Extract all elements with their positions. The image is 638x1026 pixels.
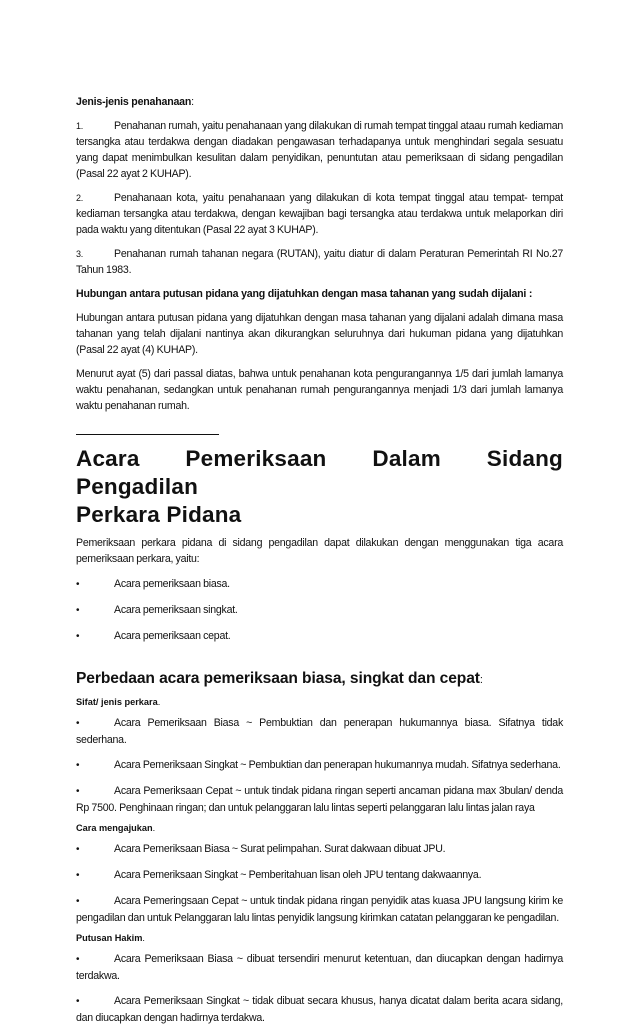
list-number: 1.	[76, 121, 84, 131]
list-item: • Acara Pemeriksaan Singkat ~ tidak dibuat secara khusus, hanya dicatat dalam berita acara sidang, dan diucapkan dengan hadirnya terdakwa.	[76, 995, 563, 1024]
list-item: 1. Penahanan rumah, yaitu penahanaan yang dilakukan di rumah tempat tinggal ataau rumah kediaman tersangka atau terdakwa dengan diadakan pengawasan terhadapanya untuk menghindari segala sesuatu yang dapat menimbulkan kesulitan dalam penyidikan, penuntutan atau pemeriksaan di sidang pengadilan (Pasal 22 ayat 2 KUHAP).	[76, 120, 564, 180]
list-item: • Acara pemeriksaan singkat.	[76, 602, 563, 619]
list-item: 2. Penahanaan kota, yaitu penahanaan yang dilakukan di kota tempat tinggal atau tempat- tempat kediaman tersangka atau terdakwa, dengan kewajiban bagi tersangka atau terdakwa untuk melaporkan diri pada waktu yang ditentukan (Pasal 22 ayat 3 KUHAP).	[76, 192, 563, 236]
list-item: • Acara Pemeriksaan Biasa ~ Pembuktian dan penerapan hukumannya biasa. Sifatnya tidak sederhana.	[76, 717, 563, 746]
bullet-icon: •	[76, 605, 80, 616]
cara-list	[76, 841, 563, 926]
section-title-hubungan: Hubungan antara putusan pidana yang dijatuhkan dengan masa tahanan yang sudah dijalani :	[76, 288, 533, 300]
section-title-jenis-penahanan: Jenis-jenis penahanaan:	[76, 96, 194, 108]
list-item: • Acara Pemeriksaan Biasa ~ dibuat tersendiri menurut ketentuan, dan diucapkan dengan hadirnya terdakwa.	[76, 953, 563, 982]
acara-list	[76, 576, 563, 645]
bullet-icon: •	[76, 786, 80, 797]
list-item: • Acara Pemeriksaan Singkat ~ Pembuktian dan penerapan hukumannya mudah. Sifatnya sederhana.	[76, 757, 563, 774]
bullet-icon: •	[76, 996, 80, 1007]
bullet-icon: •	[76, 631, 80, 642]
sifat-list	[76, 715, 563, 816]
horizontal-rule	[76, 434, 219, 435]
group-label-cara: Cara mengajukan.	[76, 823, 156, 833]
list-item: • Acara pemeriksaan cepat.	[76, 628, 563, 645]
group-label-putusan: Putusan Hakim.	[76, 933, 145, 943]
bullet-icon: •	[76, 844, 80, 855]
list-item: • Acara Pemeringsaan Cepat ~ untuk tindak pidana ringan penyidik atas kuasa JPU langsung kirim ke pengadilan dan untuk Pelanggaran lalu lintas penyidik langsung kirimkan catatan pelanggaran ke pengadilan.	[76, 895, 563, 924]
intro-paragraph: Pemeriksaan perkara pidana di sidang pengadilan dapat dilakukan dengan menggunakan tiga acara pemeriksaan perkara, yaitu:	[76, 537, 563, 565]
list-number: 2.	[76, 193, 84, 203]
bullet-icon: •	[76, 579, 80, 590]
main-heading: Acara Pemeriksaan Dalam Sidang Pengadilan Perkara Pidana	[76, 446, 563, 527]
group-label-sifat: Sifat/ jenis perkara.	[76, 697, 161, 707]
list-item: • Acara Pemeriksaan Singkat ~ Pemberitahuan lisan oleh JPU tentang dakwaannya.	[76, 867, 563, 884]
bullet-icon: •	[76, 896, 80, 907]
bullet-icon: •	[76, 760, 80, 771]
list-item: • Acara pemeriksaan biasa.	[76, 576, 563, 593]
bullet-icon: •	[76, 718, 80, 729]
bullet-icon: •	[76, 870, 80, 881]
list-item: • Acara Pemeriksaan Biasa ~ Surat pelimpahan. Surat dakwaan dibuat JPU.	[76, 841, 563, 858]
list-item: 3. Penahanan rumah tahanan negara (RUTAN), yaitu diatur di dalam Peraturan Pemerintah RI No.27 Tahun 1983.	[76, 248, 563, 276]
document-content	[76, 94, 563, 1026]
bullet-icon: •	[76, 954, 80, 965]
list-item: • Acara Pemeriksaan Cepat ~ untuk tindak pidana ringan seperti ancaman pidana max 3bulan/ denda Rp 7500. Penghinaan ringan; dan untuk pelanggaran lalu lintas seperti pelanggaran lalu lintas jalan raya	[76, 785, 563, 814]
list-number: 3.	[76, 249, 84, 259]
subheading-perbedaan: Perbedaan acara pemeriksaan biasa, singkat dan cepat:	[76, 670, 483, 687]
putusan-list	[76, 951, 563, 1026]
paragraph: Menurut ayat (5) dari passal diatas, bahwa untuk penahanan kota pengurangannya 1/5 dari jumlah lamanya waktu penahanan, sedangkan untuk penahanan rumah pengurangannya menjadi 1/3 dari jumlah lamanya waktu penahanan rumah.	[76, 368, 563, 412]
paragraph: Hubungan antara putusan pidana yang dijatuhkan dengan masa tahanan yang dijalani adalah dimana masa tahanan yang telah dijalani nantinya akan dikurangkan seluruhnya dari hukuman pidana yang dijatuhkan (Pasal 22 ayat (4) KUHAP).	[76, 312, 563, 356]
